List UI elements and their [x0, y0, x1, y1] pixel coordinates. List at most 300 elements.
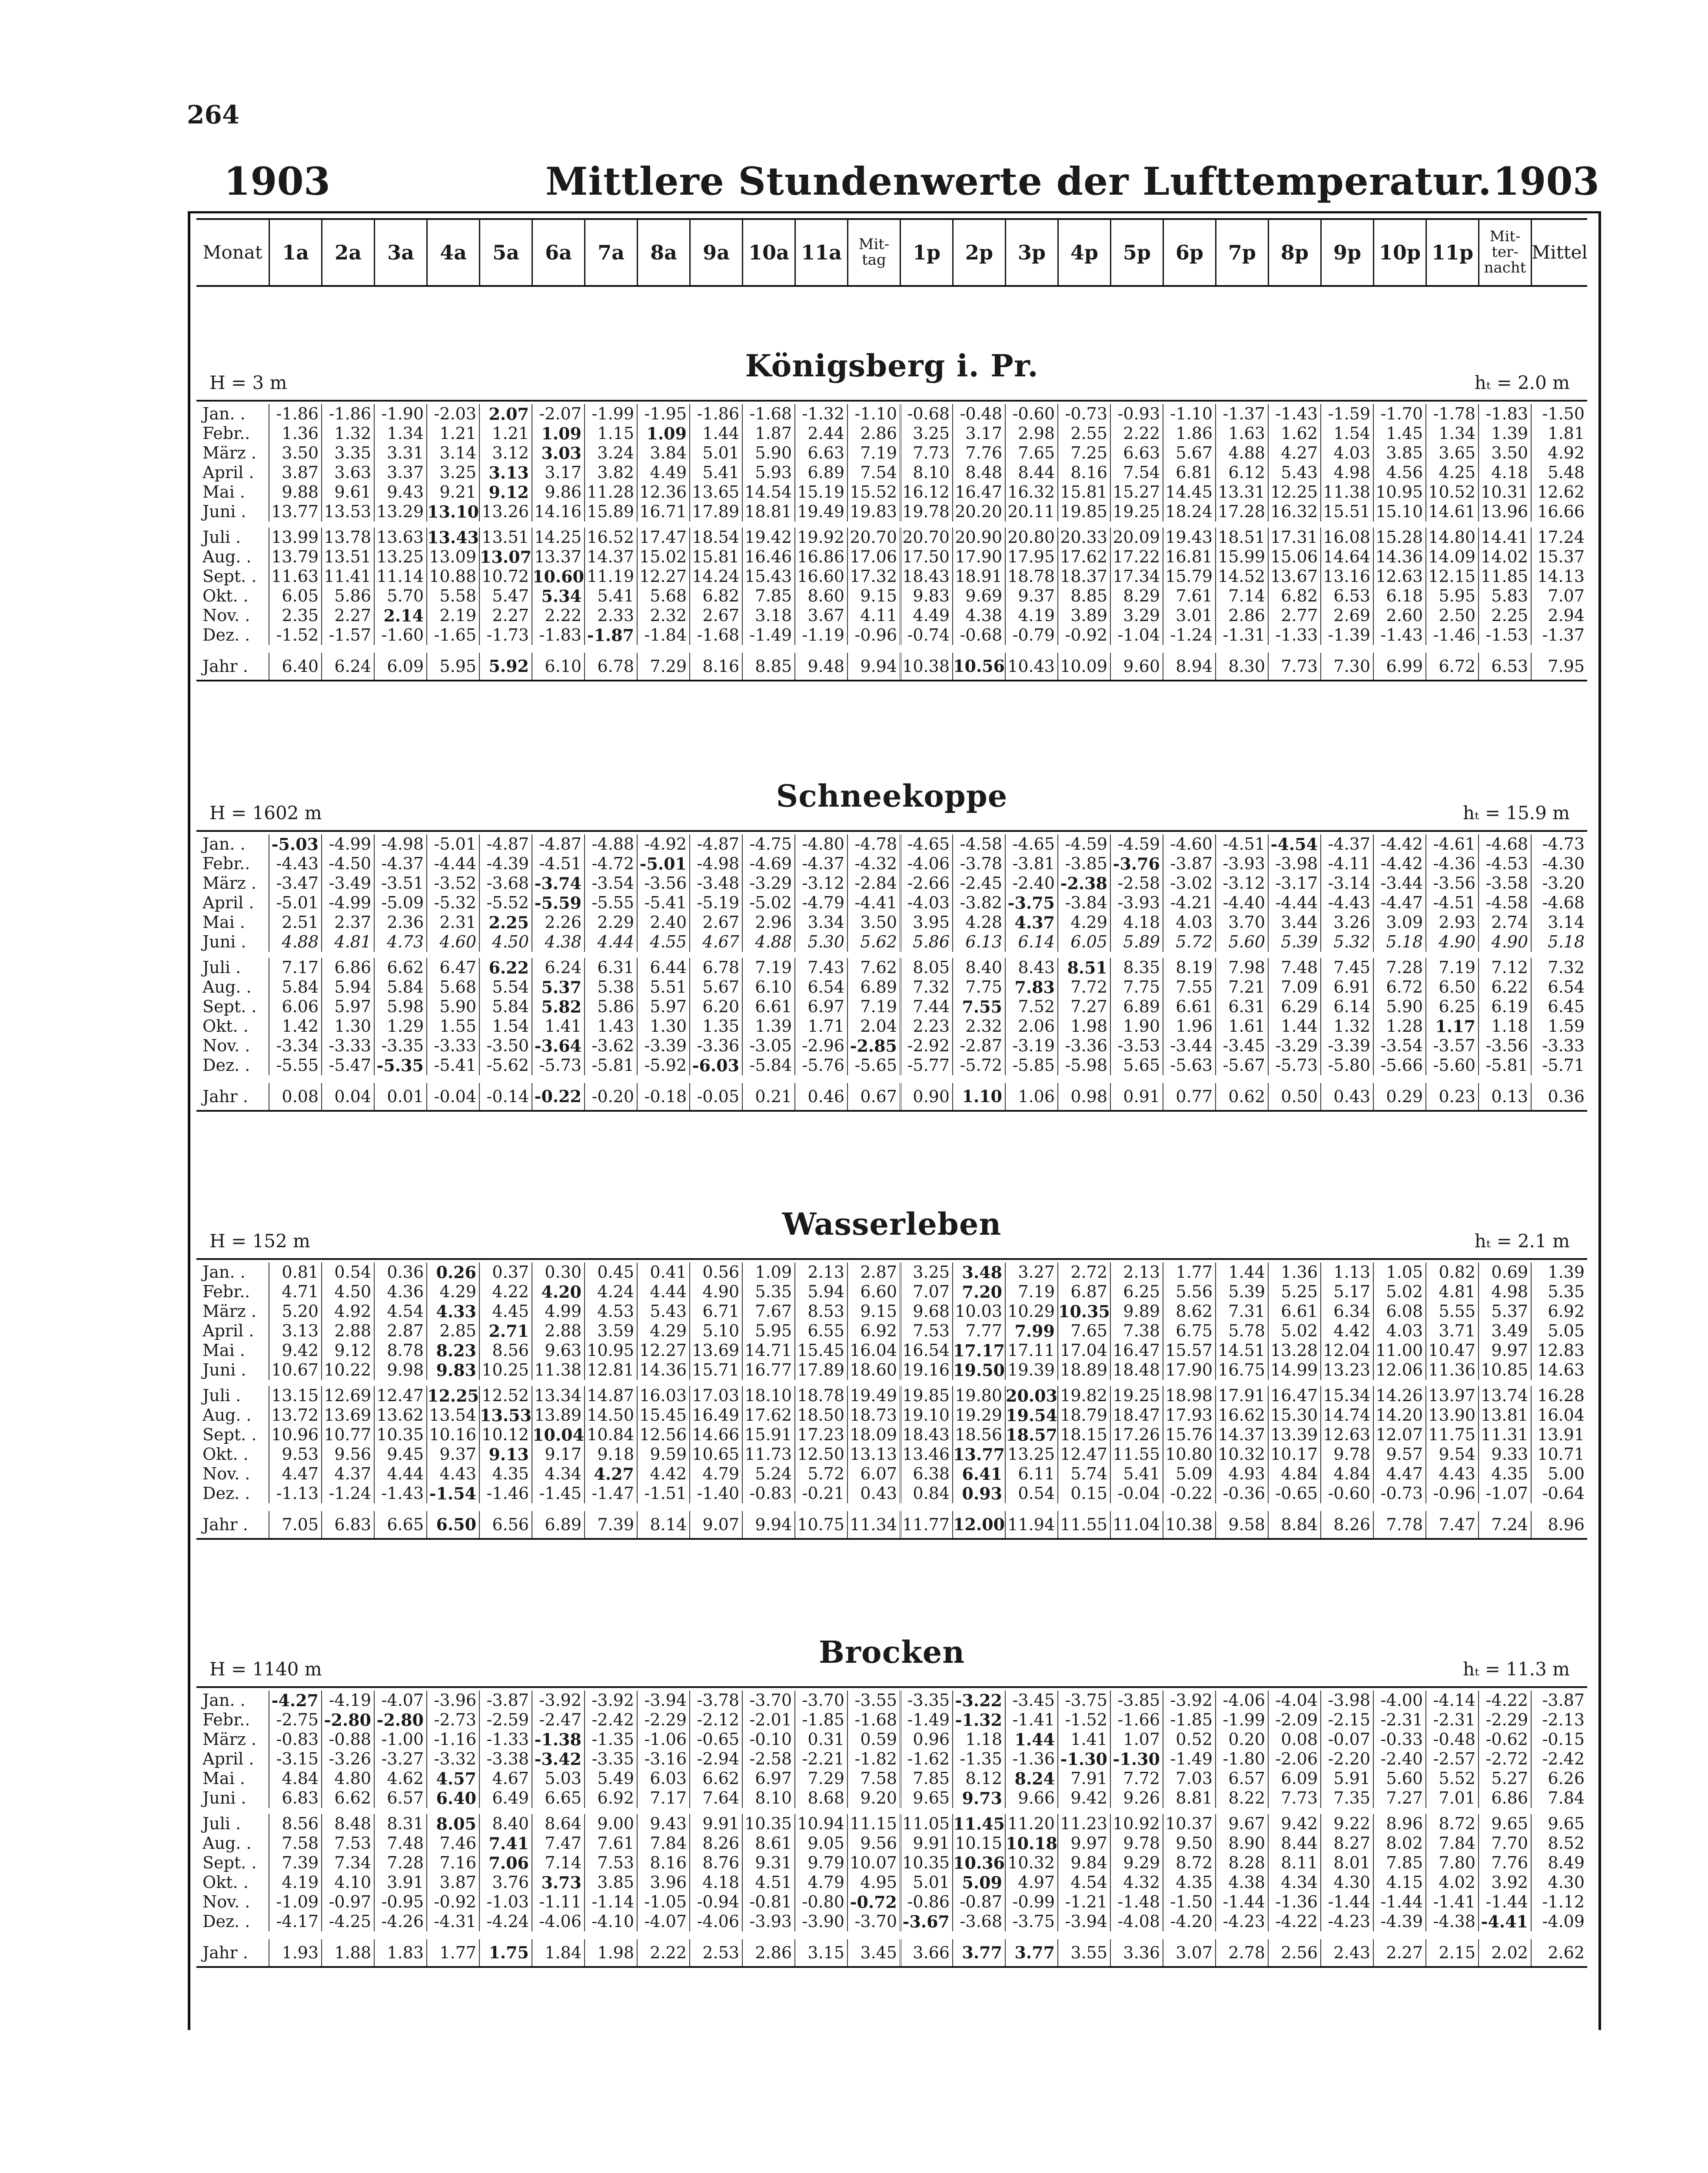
temperature-cell: 4.47 — [1373, 1464, 1426, 1484]
temperature-cell: 3.71 — [1426, 1321, 1478, 1341]
temperature-cell: -1.73 — [479, 625, 532, 645]
temperature-cell: -3.92 — [532, 1691, 584, 1710]
temperature-cell: 3.25 — [900, 424, 952, 443]
temperature-cell: -3.51 — [374, 874, 426, 893]
temperature-cell: 4.90 — [1426, 932, 1478, 952]
temperature-cell: -4.00 — [1373, 1691, 1426, 1710]
temperature-cell: 2.25 — [1478, 606, 1531, 625]
temperature-cell: 20.90 — [952, 528, 1005, 547]
temperature-cell: 6.38 — [900, 1464, 952, 1484]
temperature-cell: 6.91 — [1320, 977, 1373, 997]
temperature-cell: 3.87 — [426, 1873, 479, 1892]
temperature-cell: 5.72 — [794, 1464, 847, 1484]
temperature-cell: -4.51 — [1426, 893, 1478, 913]
temperature-cell: -0.62 — [1478, 1730, 1531, 1749]
temperature-cell: 4.32 — [1110, 1873, 1163, 1892]
temperature-cell: -0.73 — [1373, 1484, 1426, 1503]
temperature-cell: 4.88 — [742, 932, 794, 952]
temperature-cell: 13.63 — [374, 528, 426, 547]
temperature-cell: 3.49 — [1478, 1321, 1531, 1341]
temperature-cell: -0.20 — [584, 1083, 637, 1110]
temperature-cell: 13.23 — [1320, 1360, 1373, 1380]
temperature-cell: -1.32 — [794, 404, 847, 424]
temperature-cell: 6.54 — [1531, 977, 1587, 997]
temperature-cell: 16.86 — [794, 547, 847, 567]
temperature-cell: -4.68 — [1531, 893, 1587, 913]
temperature-cell: -3.33 — [321, 1036, 374, 1056]
temperature-cell: -0.92 — [1057, 625, 1110, 645]
temperature-cell: 0.23 — [1426, 1083, 1478, 1110]
temperature-cell: -2.12 — [689, 1710, 742, 1730]
temperature-cell: -1.85 — [794, 1710, 847, 1730]
temperature-cell: 4.90 — [689, 1282, 742, 1302]
temperature-cell: 4.54 — [374, 1302, 426, 1321]
temperature-cell: 0.26 — [426, 1263, 479, 1282]
temperature-cell: 5.37 — [1478, 1302, 1531, 1321]
temperature-cell: -4.65 — [1005, 834, 1057, 854]
month-label: Jan. . — [203, 1691, 246, 1710]
temperature-cell: -3.42 — [532, 1749, 584, 1769]
temperature-cell: -3.93 — [742, 1912, 794, 1931]
temperature-cell: -1.49 — [1163, 1749, 1215, 1769]
temperature-cell: 20.70 — [847, 528, 900, 547]
temperature-cell: 1.59 — [1531, 1017, 1587, 1036]
temperature-cell: -5.01 — [426, 834, 479, 854]
temperature-cell: -0.05 — [689, 1083, 742, 1110]
temperature-cell: 13.81 — [1478, 1405, 1531, 1425]
temperature-cell: -4.88 — [584, 834, 637, 854]
temperature-cell: 5.37 — [532, 977, 584, 997]
temperature-cell: 8.05 — [426, 1814, 479, 1834]
temperature-cell: -4.19 — [321, 1691, 374, 1710]
temperature-cell: 17.95 — [1005, 547, 1057, 567]
temperature-cell: 13.74 — [1478, 1386, 1531, 1405]
temperature-cell: 3.12 — [479, 443, 532, 463]
temperature-cell: 19.50 — [953, 1360, 1005, 1380]
temperature-cell: -2.87 — [952, 1036, 1005, 1056]
temperature-cell: 7.07 — [1531, 586, 1587, 606]
month-label: April . — [203, 1749, 254, 1768]
column-header: Mit- tag — [847, 220, 900, 285]
temperature-cell: 7.14 — [532, 1853, 584, 1873]
temperature-cell: -2.96 — [794, 1036, 847, 1056]
temperature-cell: 1.36 — [269, 424, 321, 443]
month-label: Juli . — [203, 528, 241, 547]
temperature-cell: 6.57 — [1215, 1769, 1268, 1788]
temperature-cell: 1.45 — [1373, 424, 1426, 443]
table-row — [196, 1321, 1587, 1341]
temperature-cell: 13.29 — [374, 502, 426, 522]
month-label: Jahr . — [203, 657, 248, 676]
temperature-cell: -1.24 — [321, 1484, 374, 1503]
temperature-cell: 8.72 — [1163, 1853, 1215, 1873]
temperature-cell: -3.39 — [1320, 1036, 1373, 1056]
temperature-cell: -1.99 — [1215, 1710, 1268, 1730]
temperature-cell: -5.81 — [1478, 1056, 1531, 1075]
month-label: April . — [203, 1321, 254, 1340]
temperature-cell: 4.57 — [426, 1769, 479, 1788]
temperature-cell: -3.35 — [374, 1036, 426, 1056]
temperature-cell: -5.67 — [1215, 1056, 1268, 1075]
temperature-cell: 18.09 — [847, 1425, 900, 1445]
temperature-cell: -2.13 — [1531, 1710, 1587, 1730]
table-row — [196, 1464, 1587, 1484]
temperature-cell: 6.06 — [269, 997, 321, 1017]
column-header: 9a — [689, 220, 742, 285]
temperature-cell: -5.52 — [479, 893, 532, 913]
temperature-cell: -4.04 — [1268, 1691, 1320, 1710]
temperature-cell: -1.10 — [1163, 404, 1215, 424]
temperature-cell: -4.25 — [321, 1912, 374, 1931]
temperature-cell: 7.06 — [479, 1853, 532, 1873]
column-header: 5a — [479, 220, 532, 285]
temperature-cell: -0.80 — [794, 1892, 847, 1912]
temperature-cell: 1.15 — [584, 424, 637, 443]
temperature-cell: 4.50 — [479, 932, 532, 952]
temperature-cell: -1.68 — [742, 404, 794, 424]
temperature-cell: 7.84 — [637, 1834, 689, 1853]
temperature-cell: 3.24 — [584, 443, 637, 463]
temperature-cell: -1.33 — [1268, 625, 1320, 645]
temperature-cell: -4.59 — [1110, 834, 1163, 854]
temperature-cell: 7.28 — [374, 1853, 426, 1873]
temperature-cell: 6.65 — [374, 1511, 426, 1538]
temperature-cell: -4.31 — [426, 1912, 479, 1931]
month-label: Dez. . — [203, 1056, 250, 1075]
temperature-cell: 10.94 — [794, 1814, 847, 1834]
month-label: Aug. . — [203, 1405, 252, 1425]
temperature-cell: 0.30 — [532, 1263, 584, 1282]
temperature-cell: 6.34 — [1320, 1302, 1373, 1321]
temperature-cell: -0.74 — [900, 625, 952, 645]
temperature-cell: -4.40 — [1215, 893, 1268, 913]
temperature-cell: 6.97 — [794, 997, 847, 1017]
temperature-cell: -1.03 — [479, 1892, 532, 1912]
temperature-cell: -2.07 — [532, 404, 584, 424]
temperature-cell: 1.41 — [532, 1017, 584, 1036]
temperature-cell: -0.96 — [1426, 1484, 1478, 1503]
table-row — [196, 854, 1587, 874]
temperature-cell: 8.16 — [689, 653, 742, 680]
temperature-cell: 5.93 — [742, 463, 794, 482]
temperature-cell: -3.17 — [1268, 874, 1320, 893]
temperature-cell: -4.51 — [1215, 834, 1268, 854]
temperature-cell: 4.22 — [479, 1282, 532, 1302]
temperature-cell: 5.97 — [637, 997, 689, 1017]
temperature-cell: 14.51 — [1215, 1341, 1268, 1360]
temperature-cell: 13.72 — [269, 1405, 321, 1425]
month-label: März . — [203, 1730, 256, 1749]
temperature-cell: 1.34 — [1426, 424, 1478, 443]
temperature-cell: 1.43 — [584, 1017, 637, 1036]
temperature-cell: -1.41 — [1426, 1892, 1478, 1912]
temperature-cell: 0.08 — [1268, 1730, 1320, 1749]
table-row — [196, 1749, 1587, 1769]
table-row — [196, 404, 1587, 424]
temperature-cell: -2.59 — [479, 1710, 532, 1730]
temperature-cell: 17.03 — [689, 1386, 742, 1405]
temperature-cell: 10.43 — [1005, 653, 1057, 680]
temperature-cell: 13.89 — [532, 1405, 584, 1425]
temperature-cell: -4.73 — [1531, 834, 1587, 854]
temperature-cell: 13.10 — [427, 502, 479, 522]
temperature-cell: 7.65 — [1005, 443, 1057, 463]
temperature-cell: 2.26 — [532, 913, 584, 932]
temperature-cell: -2.47 — [532, 1710, 584, 1730]
temperature-cell: 5.97 — [321, 997, 374, 1017]
temperature-cell: 6.83 — [321, 1511, 374, 1538]
temperature-cell: -5.47 — [321, 1056, 374, 1075]
temperature-cell: 7.77 — [952, 1321, 1005, 1341]
temperature-cell: -3.78 — [689, 1691, 742, 1710]
month-label: Okt. . — [203, 1017, 249, 1036]
temperature-cell: 17.62 — [742, 1405, 794, 1425]
temperature-cell: -1.52 — [1057, 1710, 1110, 1730]
temperature-cell: 3.95 — [900, 913, 952, 932]
temperature-cell: -2.20 — [1320, 1749, 1373, 1769]
temperature-cell: 1.98 — [584, 1939, 637, 1966]
temperature-cell: 7.98 — [1215, 958, 1268, 977]
temperature-cell: 6.24 — [532, 958, 584, 977]
temperature-cell: -2.09 — [1268, 1710, 1320, 1730]
column-header: 4a — [426, 220, 479, 285]
temperature-cell: 18.47 — [1110, 1405, 1163, 1425]
temperature-cell: 4.98 — [1478, 1282, 1531, 1302]
temperature-cell: -4.07 — [374, 1691, 426, 1710]
temperature-cell: 9.45 — [374, 1445, 426, 1464]
temperature-cell: 11.41 — [321, 567, 374, 586]
temperature-cell: 7.24 — [1478, 1511, 1531, 1538]
temperature-cell: 0.54 — [321, 1263, 374, 1282]
temperature-cell: 19.43 — [1163, 528, 1215, 547]
station-table — [196, 1258, 1587, 1540]
temperature-cell: 9.60 — [1110, 653, 1163, 680]
temperature-cell: 15.89 — [584, 502, 637, 522]
temperature-cell: 10.75 — [794, 1511, 847, 1538]
temperature-cell: 3.09 — [1373, 913, 1426, 932]
temperature-cell: 12.47 — [374, 1386, 426, 1405]
temperature-cell: -3.36 — [1057, 1036, 1110, 1056]
temperature-cell: 5.60 — [1215, 932, 1268, 952]
temperature-cell: 13.67 — [1268, 567, 1320, 586]
temperature-cell: 19.10 — [900, 1405, 952, 1425]
temperature-cell: 4.19 — [1005, 606, 1057, 625]
temperature-cell: 16.62 — [1215, 1405, 1268, 1425]
temperature-cell: 9.78 — [1320, 1445, 1373, 1464]
temperature-cell: -5.85 — [1005, 1056, 1057, 1075]
temperature-cell: -2.38 — [1057, 874, 1110, 893]
temperature-cell: 16.32 — [1268, 502, 1320, 522]
temperature-cell: 5.78 — [1215, 1321, 1268, 1341]
temperature-cell: 7.17 — [269, 958, 321, 977]
temperature-cell: -3.94 — [1057, 1912, 1110, 1931]
temperature-cell: -2.31 — [1373, 1710, 1426, 1730]
temperature-cell: 11.38 — [532, 1360, 584, 1380]
temperature-cell: 18.43 — [900, 567, 952, 586]
temperature-cell: 4.92 — [1531, 443, 1587, 463]
annual-row — [196, 653, 1587, 680]
temperature-cell: 1.18 — [952, 1730, 1005, 1749]
temperature-cell: 9.65 — [900, 1788, 952, 1808]
temperature-cell: 19.54 — [1006, 1405, 1057, 1425]
temperature-cell: 15.45 — [637, 1405, 689, 1425]
temperature-cell: 4.35 — [1163, 1873, 1215, 1892]
temperature-cell: 4.56 — [1373, 463, 1426, 482]
temperature-cell: 3.03 — [532, 443, 584, 463]
temperature-cell: -1.66 — [1110, 1710, 1163, 1730]
temperature-cell: 14.80 — [1426, 528, 1478, 547]
temperature-cell: 5.49 — [584, 1769, 637, 1788]
temperature-cell: 18.73 — [847, 1405, 900, 1425]
temperature-cell: -4.78 — [847, 834, 900, 854]
temperature-cell: 6.12 — [1215, 463, 1268, 482]
temperature-cell: 5.25 — [1268, 1282, 1320, 1302]
temperature-cell: 10.07 — [847, 1853, 900, 1873]
temperature-cell: 1.32 — [321, 424, 374, 443]
temperature-cell: 15.51 — [1320, 502, 1373, 522]
station-name: Königsberg i. Pr. — [745, 348, 1039, 384]
temperature-cell: 9.78 — [1110, 1834, 1163, 1853]
temperature-cell: 2.14 — [374, 606, 426, 625]
table-row — [196, 1853, 1587, 1873]
temperature-cell: 0.41 — [637, 1263, 689, 1282]
temperature-cell: 15.19 — [794, 482, 847, 502]
temperature-cell: 9.67 — [1215, 1814, 1268, 1834]
temperature-cell: 5.01 — [900, 1873, 952, 1892]
temperature-cell: 9.29 — [1110, 1853, 1163, 1873]
temperature-cell: 1.18 — [1478, 1017, 1531, 1036]
temperature-cell: 8.61 — [742, 1834, 794, 1853]
column-header: 6p — [1163, 220, 1215, 285]
temperature-cell: 17.17 — [953, 1341, 1005, 1360]
temperature-cell: 9.94 — [742, 1511, 794, 1538]
temperature-cell: 7.72 — [1057, 977, 1110, 997]
annual-row — [196, 1083, 1587, 1110]
temperature-cell: 5.90 — [426, 997, 479, 1017]
temperature-cell: -1.36 — [1005, 1749, 1057, 1769]
temperature-cell: 2.33 — [584, 606, 637, 625]
temperature-cell: 18.98 — [1163, 1386, 1215, 1405]
temperature-cell: 18.79 — [1057, 1405, 1110, 1425]
temperature-cell: -4.38 — [1426, 1912, 1478, 1931]
temperature-cell: -1.21 — [1057, 1892, 1110, 1912]
temperature-cell: -4.07 — [637, 1912, 689, 1931]
temperature-cell: 8.11 — [1268, 1853, 1320, 1873]
month-label: Okt. . — [203, 1445, 249, 1464]
temperature-cell: 10.22 — [321, 1360, 374, 1380]
temperature-cell: -2.03 — [426, 404, 479, 424]
temperature-cell: -4.51 — [532, 854, 584, 874]
temperature-cell: 6.47 — [426, 958, 479, 977]
temperature-cell: 0.93 — [952, 1484, 1005, 1503]
temperature-cell: 9.12 — [321, 1341, 374, 1360]
temperature-cell: 7.03 — [1163, 1769, 1215, 1788]
temperature-cell: 7.83 — [1005, 977, 1057, 997]
temperature-cell: 6.55 — [794, 1321, 847, 1341]
temperature-cell: 11.85 — [1478, 567, 1531, 586]
temperature-cell: 7.85 — [900, 1769, 952, 1788]
temperature-cell: 9.98 — [374, 1360, 426, 1380]
temperature-cell: -1.83 — [532, 625, 584, 645]
temperature-cell: 1.35 — [689, 1017, 742, 1036]
temperature-cell: 5.94 — [321, 977, 374, 997]
temperature-cell: 20.20 — [952, 502, 1005, 522]
temperature-cell: 9.59 — [637, 1445, 689, 1464]
temperature-cell: 8.19 — [1163, 958, 1215, 977]
table-row — [196, 1730, 1587, 1749]
temperature-cell: 1.29 — [374, 1017, 426, 1036]
temperature-cell: 20.80 — [1005, 528, 1057, 547]
table-row — [196, 958, 1587, 977]
temperature-cell: 8.52 — [1531, 1834, 1587, 1853]
temperature-cell: -0.21 — [794, 1484, 847, 1503]
temperature-cell: 3.13 — [479, 463, 532, 482]
temperature-cell: 13.07 — [480, 547, 532, 567]
temperature-cell: 11.36 — [1426, 1360, 1478, 1380]
temperature-cell: -1.44 — [1373, 1892, 1426, 1912]
temperature-cell: 16.32 — [1005, 482, 1057, 502]
temperature-cell: 3.14 — [426, 443, 479, 463]
temperature-cell: 6.31 — [584, 958, 637, 977]
temperature-cell: 4.42 — [1320, 1321, 1373, 1341]
temperature-cell: 7.35 — [1320, 1788, 1373, 1808]
temperature-cell: 5.74 — [1057, 1464, 1110, 1484]
temperature-cell: 11.31 — [1478, 1425, 1531, 1445]
year-right: 1903 — [1493, 159, 1599, 204]
temperature-cell: 9.42 — [1057, 1788, 1110, 1808]
table-row — [196, 1263, 1587, 1282]
temperature-cell: 12.25 — [1268, 482, 1320, 502]
temperature-cell: 4.53 — [584, 1302, 637, 1321]
temperature-cell: 1.93 — [269, 1939, 321, 1966]
temperature-cell: -2.42 — [1531, 1749, 1587, 1769]
month-label: April . — [203, 463, 254, 482]
temperature-cell: 16.60 — [794, 567, 847, 586]
temperature-cell: -5.65 — [847, 1056, 900, 1075]
temperature-cell: -3.93 — [1215, 854, 1268, 874]
temperature-cell: 7.62 — [847, 958, 900, 977]
temperature-cell: 5.05 — [1531, 1321, 1587, 1341]
temperature-cell: 7.85 — [1373, 1853, 1426, 1873]
temperature-cell: 17.26 — [1110, 1425, 1163, 1445]
temperature-cell: 9.13 — [479, 1445, 532, 1464]
temperature-cell: 6.41 — [952, 1464, 1005, 1484]
temperature-cell: 7.45 — [1320, 958, 1373, 977]
temperature-cell: 4.99 — [532, 1302, 584, 1321]
temperature-cell: -3.38 — [479, 1749, 532, 1769]
temperature-cell: 15.57 — [1163, 1341, 1215, 1360]
temperature-cell: 14.24 — [689, 567, 742, 586]
temperature-cell: 5.54 — [479, 977, 532, 997]
temperature-cell: 0.98 — [1057, 1083, 1110, 1110]
temperature-cell: -1.50 — [1163, 1892, 1215, 1912]
table-row — [196, 893, 1587, 913]
temperature-cell: 19.25 — [1110, 1386, 1163, 1405]
temperature-cell: 6.24 — [321, 653, 374, 680]
temperature-cell: 1.09 — [532, 424, 584, 443]
temperature-cell: 10.77 — [321, 1425, 374, 1445]
temperature-cell: 0.46 — [794, 1083, 847, 1110]
temperature-cell: 4.80 — [321, 1769, 374, 1788]
temperature-cell: 4.42 — [637, 1464, 689, 1484]
temperature-cell: 2.04 — [847, 1017, 900, 1036]
temperature-cell: -3.14 — [1320, 874, 1373, 893]
temperature-cell: 7.31 — [1215, 1302, 1268, 1321]
temperature-cell: 5.39 — [1215, 1282, 1268, 1302]
temperature-cell: 13.65 — [689, 482, 742, 502]
temperature-cell: 18.91 — [952, 567, 1005, 586]
temperature-cell: 0.36 — [374, 1263, 426, 1282]
